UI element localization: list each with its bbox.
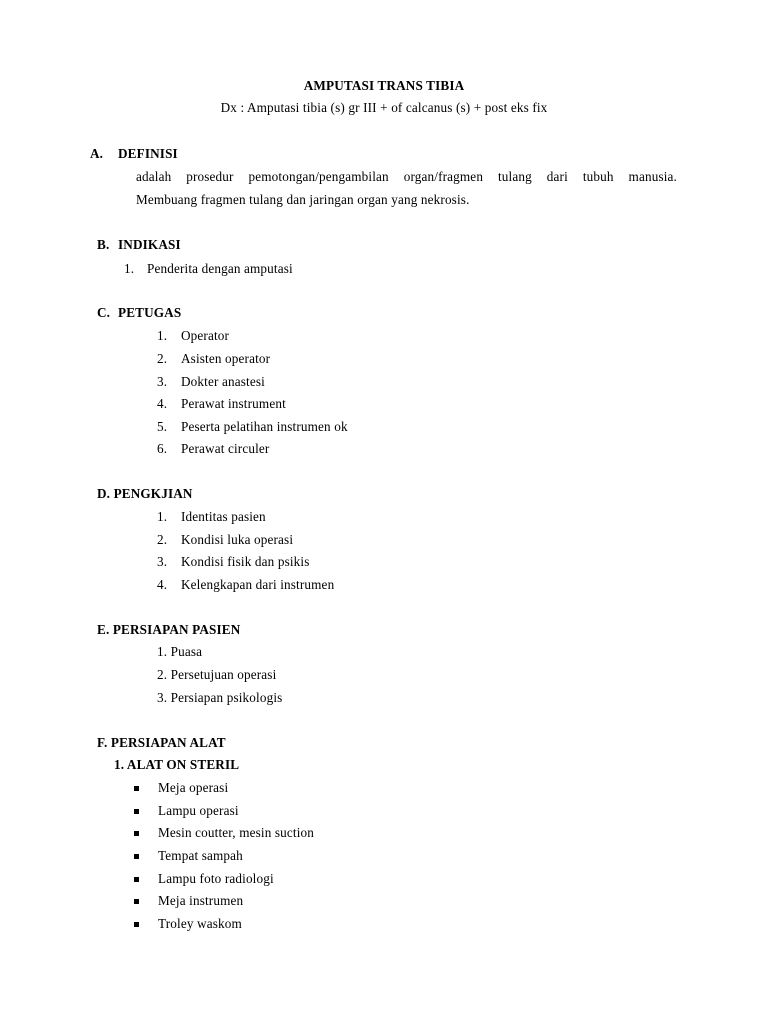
list-item: 2. Persetujuan operasi: [157, 667, 277, 682]
list-item: Dokter anastesi: [181, 374, 265, 389]
list-item: Troley waskom: [158, 916, 242, 931]
bullet-icon: [134, 831, 139, 836]
document-subtitle: Dx : Amputasi tibia (s) gr III + of calcanus (s) + post eks fix: [220, 100, 548, 115]
list-item-number: 6.: [157, 441, 168, 456]
section-d-heading: D. PENGKJIAN: [97, 486, 193, 501]
section-b-letter: B.: [97, 237, 110, 252]
section-b-item-number: 1.: [124, 261, 135, 276]
section-f-heading: F. PERSIAPAN ALAT: [97, 735, 226, 750]
section-e-heading: E. PERSIAPAN PASIEN: [97, 622, 241, 637]
section-b-heading: INDIKASI: [118, 237, 181, 252]
list-item-number: 3.: [157, 554, 168, 569]
section-a-text-line-1: adalah prosedur pemotongan/pengambilan organ/fragmen tulang dari tubuh manusia.: [136, 169, 677, 184]
list-item-number: 4.: [157, 396, 168, 411]
list-item: Meja operasi: [158, 780, 229, 795]
section-a-letter: A.: [90, 146, 104, 161]
list-item: Identitas pasien: [181, 509, 266, 524]
bullet-icon: [134, 809, 139, 814]
bullet-icon: [134, 786, 139, 791]
list-item: Kondisi fisik dan psikis: [181, 554, 310, 569]
list-item: Operator: [181, 328, 230, 343]
list-item: 1. Puasa: [157, 644, 203, 659]
bullet-icon: [134, 899, 139, 904]
list-item: 3. Persiapan psikologis: [157, 690, 283, 705]
list-item: Kelengkapan dari instrumen: [181, 577, 335, 592]
list-item-number: 4.: [157, 577, 168, 592]
bullet-icon: [134, 854, 139, 859]
list-item: Mesin coutter, mesin suction: [158, 825, 315, 840]
list-item-number: 1.: [157, 509, 168, 524]
document-title: AMPUTASI TRANS TIBIA: [303, 78, 465, 93]
bullet-icon: [134, 922, 139, 927]
list-item: Asisten operator: [181, 351, 271, 366]
section-c-letter: C.: [97, 305, 111, 320]
section-a-text-line-2: Membuang fragmen tulang dan jaringan organ yang nekrosis.: [136, 192, 470, 207]
list-item: Peserta pelatihan instrumen ok: [181, 419, 348, 434]
section-c-heading: PETUGAS: [118, 305, 182, 320]
list-item-number: 2.: [157, 351, 168, 366]
list-item: Lampu operasi: [158, 803, 239, 818]
section-f-subheading: 1. ALAT ON STERIL: [114, 757, 240, 772]
list-item: Perawat instrument: [181, 396, 286, 411]
list-item: Meja instrumen: [158, 893, 244, 908]
bullet-icon: [134, 877, 139, 882]
section-b-item-text: Penderita dengan amputasi: [147, 261, 293, 276]
list-item: Tempat sampah: [158, 848, 243, 863]
list-item: Kondisi luka operasi: [181, 532, 294, 547]
list-item-number: 3.: [157, 374, 168, 389]
list-item: Perawat circuler: [181, 441, 270, 456]
list-item-number: 1.: [157, 328, 168, 343]
list-item-number: 2.: [157, 532, 168, 547]
list-item-number: 5.: [157, 419, 168, 434]
section-a-heading: DEFINISI: [118, 146, 178, 161]
list-item: Lampu foto radiologi: [158, 871, 274, 886]
